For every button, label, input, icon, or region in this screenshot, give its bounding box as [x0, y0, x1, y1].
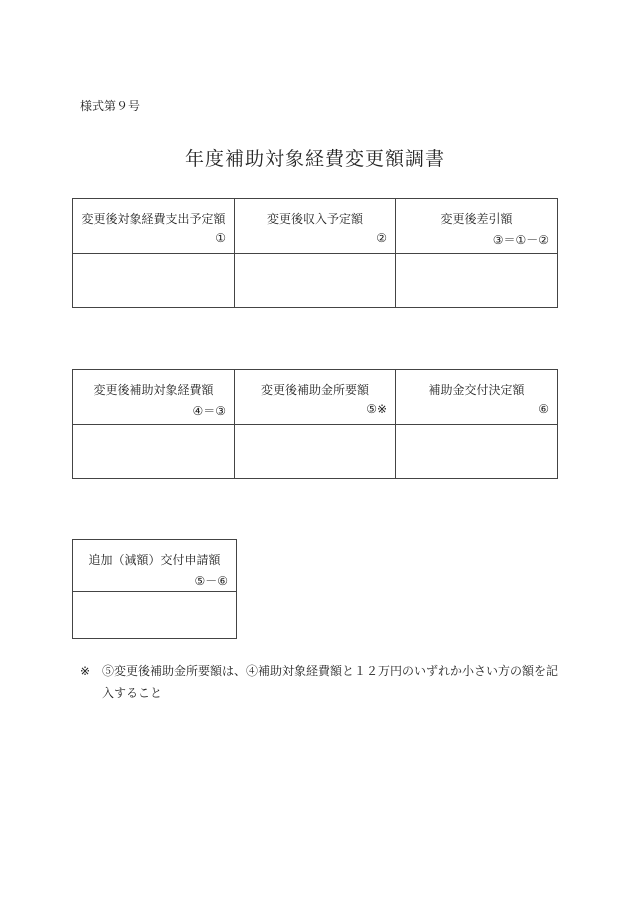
header-cell-difference	[396, 199, 558, 254]
header-cell-planned-income	[235, 199, 396, 254]
value-cell-additional-application[interactable]	[73, 592, 237, 639]
header-label: 変更後補助金所要額	[260, 383, 369, 397]
header-label: 変更後収入予定額	[266, 212, 363, 226]
header-number: ⑤※	[366, 402, 387, 416]
header-number: ④＝③	[192, 404, 226, 418]
note-mark: ※	[80, 664, 91, 678]
value-cell-difference[interactable]	[396, 254, 558, 308]
header-number: ③＝①－②	[492, 233, 549, 247]
header-number: ⑤－⑥	[194, 574, 228, 588]
value-cell-planned-income[interactable]	[235, 254, 396, 308]
header-cell-additional-application	[73, 540, 237, 592]
header-cell-required-subsidy	[235, 370, 396, 425]
value-cell-required-subsidy[interactable]	[235, 425, 396, 479]
header-number: ①	[215, 231, 226, 245]
header-label: 追加（減額）交付申請額	[88, 553, 221, 567]
page-title: 年度補助対象経費変更額調書	[184, 148, 445, 170]
value-cell-eligible-expense[interactable]	[73, 425, 235, 479]
note-text: ⑤変更後補助金所要額は、④補助対象経費額と１２万円のいずれか小さい方の額を記入すること	[102, 664, 559, 700]
header-number: ②	[376, 231, 387, 245]
header-label: 変更後対象経費支出予定額	[81, 212, 226, 226]
expense-change-table	[72, 198, 558, 308]
header-label: 変更後補助対象経費額	[93, 383, 214, 397]
footnote	[80, 660, 560, 704]
header-cell-planned-expenditure	[73, 199, 235, 254]
subsidy-change-table	[72, 369, 558, 479]
additional-application-table	[72, 539, 237, 639]
header-number: ⑥	[538, 402, 549, 416]
value-cell-planned-expenditure[interactable]	[73, 254, 235, 308]
header-label: 変更後差引額	[440, 212, 513, 226]
value-cell-decided-subsidy[interactable]	[396, 425, 558, 479]
header-cell-eligible-expense	[73, 370, 235, 425]
header-cell-decided-subsidy	[396, 370, 558, 425]
header-label: 補助金交付決定額	[428, 383, 525, 397]
form-number: 様式第９号	[80, 99, 141, 113]
